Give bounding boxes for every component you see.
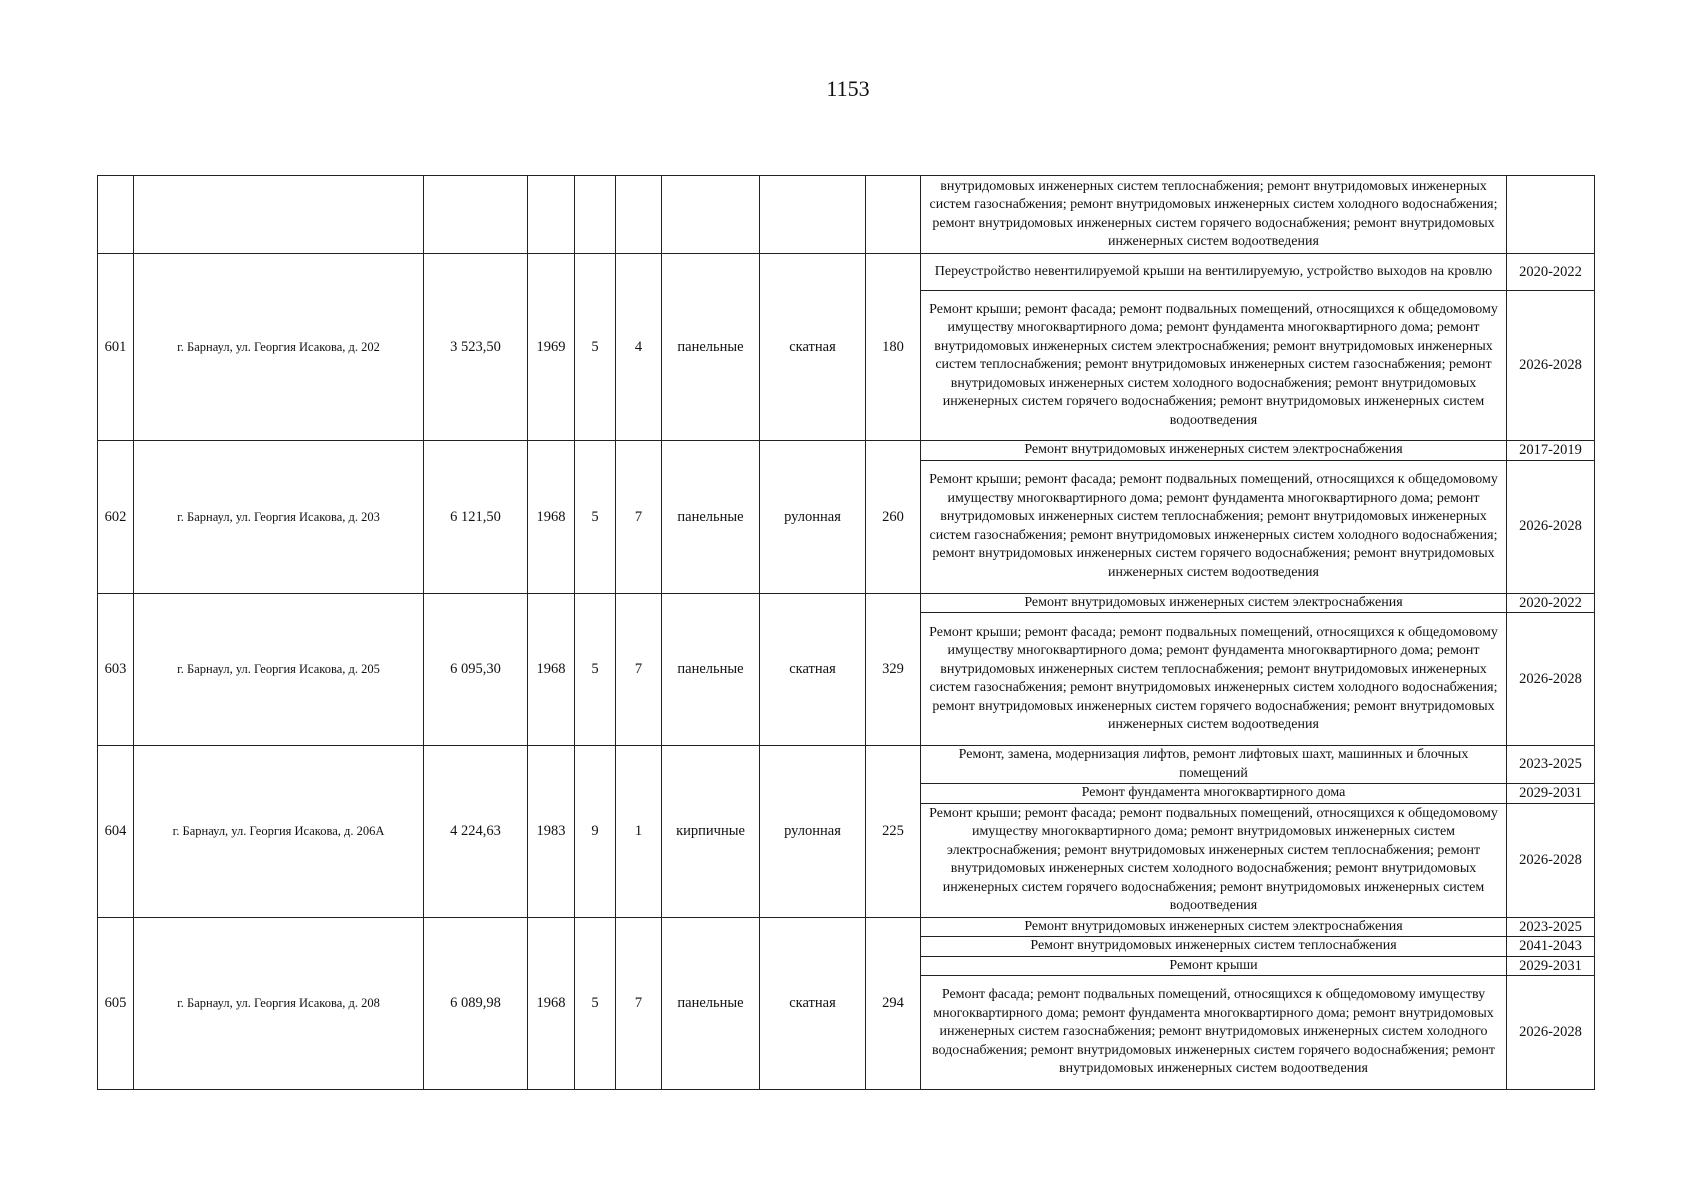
roof-cell: скатная (760, 917, 866, 1090)
work-period: 2026-2028 (1507, 613, 1595, 746)
work-period: 2041-2043 (1507, 937, 1595, 957)
entrances-cell: 1 (616, 746, 662, 918)
entrances-cell: 4 (616, 254, 662, 441)
work-period: 2023-2025 (1507, 917, 1595, 937)
work-description: Ремонт внутридомовых инженерных систем теплоснабжения (921, 937, 1507, 957)
area-cell: 4 224,63 (424, 746, 528, 918)
table-row (98, 441, 1595, 461)
residents-cell (866, 176, 921, 254)
capital-repair-table (97, 175, 1595, 1090)
residents-cell: 180 (866, 254, 921, 441)
year-cell: 1969 (528, 254, 575, 441)
work-description: Переустройство невентилируемой крыши на вентилируемую, устройство выходов на кровлю (921, 254, 1507, 291)
walls-cell: панельные (662, 254, 760, 441)
work-period: 2020-2022 (1507, 593, 1595, 613)
work-period: 2017-2019 (1507, 441, 1595, 461)
work-period: 2026-2028 (1507, 291, 1595, 441)
entrances-cell: 7 (616, 593, 662, 746)
row-number-cell: 602 (98, 441, 134, 594)
work-description: Ремонт крыши; ремонт фасада; ремонт подвальных помещений, относящихся к общедомовому имуществу многоквартирного дома; ремонт внутридомовых инженерных систем электроснабжения; ремонт внутридомовых инженерных систем теплоснабжения; ремонт внутридомовых инженерных систем холодного водоснабжения; ремонт внутридомовых инженерных систем горячего водоснабжения; ремонт внутридомовых инженерных систем водоотведения (921, 803, 1507, 917)
year-cell (528, 176, 575, 254)
floors-cell: 9 (575, 746, 616, 918)
entrances-cell: 7 (616, 917, 662, 1090)
row-number-cell: 604 (98, 746, 134, 918)
address-cell: г. Барнаул, ул. Георгия Исакова, д. 205 (134, 593, 424, 746)
floors-cell: 5 (575, 254, 616, 441)
work-period: 2029-2031 (1507, 956, 1595, 976)
work-description: Ремонт крыши; ремонт фасада; ремонт подвальных помещений, относящихся к общедомовому имуществу многоквартирного дома; ремонт фундамента многоквартирного дома; ремонт внутридомовых инженерных систем теплоснабжения; ремонт внутридомовых инженерных систем газоснабжения; ремонт внутридомовых инженерных систем холодного водоснабжения; ремонт внутридомовых инженерных систем горячего водоснабжения; ремонт внутридомовых инженерных систем водоотведения (921, 460, 1507, 593)
table-row (98, 746, 1595, 784)
address-cell: г. Барнаул, ул. Георгия Исакова, д. 202 (134, 254, 424, 441)
walls-cell (662, 176, 760, 254)
floors-cell: 5 (575, 917, 616, 1090)
roof-cell: скатная (760, 593, 866, 746)
work-period: 2023-2025 (1507, 746, 1595, 784)
work-period: 2020-2022 (1507, 254, 1595, 291)
work-description: Ремонт крыши; ремонт фасада; ремонт подвальных помещений, относящихся к общедомовому имуществу многоквартирного дома; ремонт фундамента многоквартирного дома; ремонт внутридомовых инженерных систем электроснабжения; ремонт внутридомовых инженерных систем теплоснабжения; ремонт внутридомовых инженерных систем газоснабжения; ремонт внутридомовых инженерных систем холодного водоснабжения; ремонт внутридомовых инженерных систем горячего водоснабжения; ремонт внутридомовых инженерных систем водоотведения (921, 291, 1507, 441)
work-description: Ремонт крыши (921, 956, 1507, 976)
roof-cell (760, 176, 866, 254)
walls-cell: панельные (662, 917, 760, 1090)
address-cell: г. Барнаул, ул. Георгия Исакова, д. 206А (134, 746, 424, 918)
work-period: 2029-2031 (1507, 784, 1595, 804)
work-description: Ремонт внутридомовых инженерных систем электроснабжения (921, 441, 1507, 461)
area-cell: 6 121,50 (424, 441, 528, 594)
table-row (98, 917, 1595, 937)
residents-cell: 260 (866, 441, 921, 594)
residents-cell: 329 (866, 593, 921, 746)
page-number: 1153 (826, 76, 870, 101)
area-cell: 6 095,30 (424, 593, 528, 746)
work-description: внутридомовых инженерных систем теплоснабжения; ремонт внутридомовых инженерных систем газоснабжения; ремонт внутридомовых инженерных систем холодного водоснабжения; ремонт внутридомовых инженерных систем горячего водоснабжения; ремонт внутридомовых инженерных систем водоотведения (921, 176, 1507, 254)
roof-cell: скатная (760, 254, 866, 441)
work-description: Ремонт внутридомовых инженерных систем электроснабжения (921, 917, 1507, 937)
area-cell: 6 089,98 (424, 917, 528, 1090)
entrances-cell (616, 176, 662, 254)
table-row (98, 593, 1595, 613)
work-description: Ремонт фасада; ремонт подвальных помещений, относящихся к общедомовому имуществу многоквартирного дома; ремонт фундамента многоквартирного дома; ремонт внутридомовых инженерных систем газоснабжения; ремонт внутридомовых инженерных систем холодного водоснабжения; ремонт внутридомовых инженерных систем горячего водоснабжения; ремонт внутридомовых инженерных систем водоотведения (921, 976, 1507, 1090)
work-period: 2026-2028 (1507, 460, 1595, 593)
work-period: 2026-2028 (1507, 976, 1595, 1090)
walls-cell: панельные (662, 441, 760, 594)
work-description: Ремонт, замена, модернизация лифтов, ремонт лифтовых шахт, машинных и блочных помещений (921, 746, 1507, 784)
roof-cell: рулонная (760, 441, 866, 594)
work-description: Ремонт фундамента многоквартирного дома (921, 784, 1507, 804)
address-cell (134, 176, 424, 254)
floors-cell: 5 (575, 441, 616, 594)
work-description: Ремонт внутридомовых инженерных систем электроснабжения (921, 593, 1507, 613)
row-number-cell (98, 176, 134, 254)
entrances-cell: 7 (616, 441, 662, 594)
row-number-cell: 601 (98, 254, 134, 441)
work-period (1507, 176, 1595, 254)
area-cell (424, 176, 528, 254)
floors-cell (575, 176, 616, 254)
floors-cell: 5 (575, 593, 616, 746)
row-number-cell: 603 (98, 593, 134, 746)
row-number-cell: 605 (98, 917, 134, 1090)
year-cell: 1968 (528, 593, 575, 746)
year-cell: 1968 (528, 917, 575, 1090)
walls-cell: панельные (662, 593, 760, 746)
area-cell: 3 523,50 (424, 254, 528, 441)
year-cell: 1968 (528, 441, 575, 594)
residents-cell: 294 (866, 917, 921, 1090)
address-cell: г. Барнаул, ул. Георгия Исакова, д. 203 (134, 441, 424, 594)
table-row (98, 176, 1595, 254)
work-period: 2026-2028 (1507, 803, 1595, 917)
address-cell: г. Барнаул, ул. Георгия Исакова, д. 208 (134, 917, 424, 1090)
year-cell: 1983 (528, 746, 575, 918)
residents-cell: 225 (866, 746, 921, 918)
work-description: Ремонт крыши; ремонт фасада; ремонт подвальных помещений, относящихся к общедомовому имуществу многоквартирного дома; ремонт фундамента многоквартирного дома; ремонт внутридомовых инженерных систем теплоснабжения; ремонт внутридомовых инженерных систем газоснабжения; ремонт внутридомовых инженерных систем холодного водоснабжения; ремонт внутридомовых инженерных систем горячего водоснабжения; ремонт внутридомовых инженерных систем водоотведения (921, 613, 1507, 746)
table-row (98, 254, 1595, 291)
walls-cell: кирпичные (662, 746, 760, 918)
roof-cell: рулонная (760, 746, 866, 918)
